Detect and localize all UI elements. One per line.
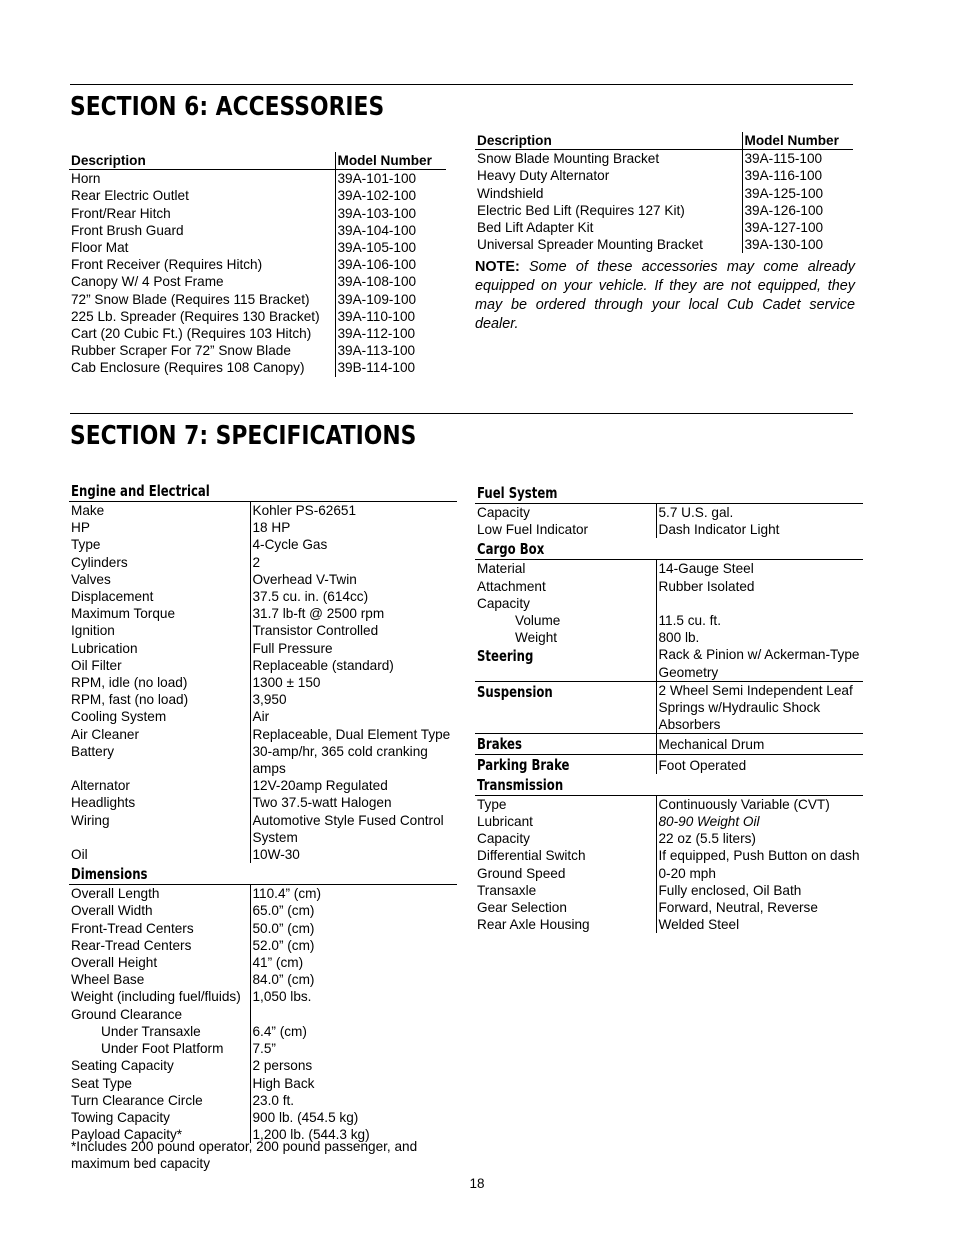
spec-row <box>475 504 863 522</box>
steering-row <box>475 646 863 681</box>
accessory-description: Front Receiver (Requires Hitch) <box>69 256 335 273</box>
accessory-description: Heavy Duty Alternator <box>475 167 742 184</box>
spec-row <box>69 1023 457 1040</box>
spec-value: 65.0” (cm) <box>252 903 315 919</box>
spec-row <box>69 571 457 588</box>
accessories-table-right <box>475 132 853 253</box>
spec-row <box>475 578 863 595</box>
spec-value: 37.5 cu. in. (614cc) <box>252 589 369 605</box>
accessory-row <box>69 170 446 188</box>
spec-label: Turn Clearance Circle <box>69 1092 250 1109</box>
transmission-heading-row <box>475 774 863 796</box>
spec-label: Material <box>475 560 656 578</box>
spec-label: Displacement <box>69 588 250 605</box>
spec-label: Under Transaxle <box>69 1023 250 1040</box>
spec-row <box>69 846 457 863</box>
spec-row <box>475 595 863 612</box>
spec-value: Rubber Isolated <box>658 578 755 594</box>
spec-value: 0-20 mph <box>658 865 716 881</box>
spec-row <box>475 830 863 847</box>
spec-label: Lubricant <box>475 813 656 830</box>
spec-value: Overhead V-Twin <box>252 571 357 587</box>
accessory-model-number: 39A-130-100 <box>744 237 824 253</box>
spec-value: Two 37.5-watt Halogen <box>252 795 392 811</box>
spec-value: If equipped, Push Button on dash <box>658 848 860 864</box>
spec-row <box>475 882 863 899</box>
spec-value: 18 HP <box>252 520 291 536</box>
spec-value: 5.7 U.S. gal. <box>658 505 734 520</box>
spec-label: RPM, idle (no load) <box>69 674 250 691</box>
accessory-row <box>69 256 446 273</box>
spec-label: Oil Filter <box>69 657 250 674</box>
spec-label: Under Foot Platform <box>69 1040 250 1057</box>
spec-label: Wiring <box>69 812 250 846</box>
description-header: Description <box>475 132 742 150</box>
spec-row <box>69 622 457 639</box>
spec-value: 80-90 Weight Oil <box>658 814 760 830</box>
brakes-row <box>475 734 863 754</box>
table-header-row <box>475 132 853 150</box>
accessory-row <box>69 342 446 359</box>
spec-row <box>69 519 457 536</box>
spec-row <box>69 988 457 1005</box>
spec-row <box>475 560 863 578</box>
spec-label: Oil <box>69 846 250 863</box>
accessory-description: Rear Electric Outlet <box>69 187 335 204</box>
spec-label: Alternator <box>69 777 250 794</box>
spec-value: 10W-30 <box>252 847 300 863</box>
accessory-model-number: 39A-101-100 <box>337 171 417 187</box>
accessory-row <box>69 325 446 342</box>
accessory-description: Electric Bed Lift (Requires 127 Kit) <box>475 202 742 219</box>
accessory-model-number: 39A-108-100 <box>337 274 417 290</box>
spec-label: Transaxle <box>475 882 656 899</box>
spec-label: Attachment <box>475 578 656 595</box>
spec-label: Cylinders <box>69 554 250 571</box>
spec-row <box>475 795 863 813</box>
spec-row <box>69 937 457 954</box>
spec-value: Continuously Variable (CVT) <box>658 796 830 812</box>
model-number-header: Model Number <box>742 132 853 150</box>
spec-row <box>69 640 457 657</box>
spec-label: Wheel Base <box>69 971 250 988</box>
spec-row <box>69 794 457 811</box>
spec-row <box>69 657 457 674</box>
accessory-description: Snow Blade Mounting Bracket <box>475 150 742 168</box>
parking-brake-value: Foot Operated <box>658 757 747 773</box>
spec-row <box>69 954 457 971</box>
accessory-description: Front/Rear Hitch <box>69 205 335 222</box>
accessory-row <box>69 308 446 325</box>
suspension-value: 2 Wheel Semi Independent Leaf Springs w/Hydraulic Shock Absorbers <box>656 681 863 734</box>
note-label: NOTE: <box>475 259 520 275</box>
spec-row <box>69 536 457 553</box>
table-header-row <box>69 152 446 170</box>
dimensions-footnote: *Includes 200 pound operator, 200 pound passenger, and maximum bed capacity <box>71 1139 418 1172</box>
spec-label: Volume <box>475 612 656 629</box>
spec-label: Valves <box>69 571 250 588</box>
accessory-row <box>69 239 446 256</box>
spec-row <box>69 1109 457 1126</box>
spec-value: 14-Gauge Steel <box>658 561 754 577</box>
accessory-row <box>69 205 446 222</box>
section7-title: SECTION 7: SPECIFICATIONS <box>70 421 417 451</box>
spec-row <box>69 554 457 571</box>
spec-label: Low Fuel Indicator <box>475 521 656 538</box>
accessory-row <box>475 202 853 219</box>
spec-value: Dash Indicator Light <box>658 522 780 538</box>
spec-label: Gear Selection <box>475 899 656 916</box>
spec-value: 1300 ± 150 <box>252 675 321 691</box>
parking-brake-row <box>475 754 863 774</box>
spec-label: Type <box>69 536 250 553</box>
spec-row <box>69 743 457 777</box>
cargo-heading-row <box>475 538 863 560</box>
accessories-table-left <box>69 152 446 377</box>
accessory-row <box>475 185 853 202</box>
spec-row <box>69 1006 457 1023</box>
spec-value: 2 <box>252 554 261 570</box>
accessory-description: 225 Lb. Spreader (Requires 130 Bracket) <box>69 308 335 325</box>
spec-label: Towing Capacity <box>69 1109 250 1126</box>
spec-label: Capacity <box>475 595 656 612</box>
brakes-heading: Brakes <box>477 735 522 754</box>
spec-value: 4-Cycle Gas <box>252 537 328 553</box>
spec-row <box>69 691 457 708</box>
spec-row <box>475 847 863 864</box>
spec-value: 52.0” (cm) <box>252 937 315 953</box>
fuel-heading-row <box>475 482 863 504</box>
spec-row <box>475 865 863 882</box>
spec-label: Cooling System <box>69 708 250 725</box>
spec-value: Full Pressure <box>252 640 333 656</box>
spec-label: Type <box>475 795 656 813</box>
spec-value: 41” (cm) <box>252 955 304 971</box>
steering-value: Rack & Pinion w/ Ackerman-Type Geometry <box>656 646 863 681</box>
brakes-value: Mechanical Drum <box>656 734 863 754</box>
accessory-description: Windshield <box>475 185 742 202</box>
page-number: 18 <box>469 1176 485 1191</box>
spec-row <box>475 612 863 629</box>
spec-value: Replaceable (standard) <box>252 657 394 673</box>
spec-label: Ground Clearance <box>69 1006 250 1023</box>
accessory-model-number: 39A-116-100 <box>744 168 823 184</box>
spec-row <box>69 502 457 520</box>
accessory-model-number: 39A-113-100 <box>337 343 416 359</box>
spec-value: 3,950 <box>252 692 287 708</box>
accessory-model-number: 39B-114-100 <box>337 360 416 376</box>
spec-label: Ground Speed <box>475 865 656 882</box>
spec-row <box>69 885 457 903</box>
spec-row <box>69 1092 457 1109</box>
spec-label: Front-Tread Centers <box>69 920 250 937</box>
spec-label: Overall Width <box>69 902 250 919</box>
spec-row <box>69 1040 457 1057</box>
spec-value: 23.0 ft. <box>252 1092 295 1108</box>
accessory-model-number: 39A-125-100 <box>744 185 824 201</box>
spec-label: Seating Capacity <box>69 1057 250 1074</box>
spec-value: 2 persons <box>252 1058 313 1074</box>
accessory-model-number: 39A-105-100 <box>337 240 417 256</box>
spec-row <box>69 1075 457 1092</box>
section7-rule <box>70 413 853 414</box>
accessory-row <box>69 187 446 204</box>
accessory-row <box>475 236 853 253</box>
spec-row <box>475 916 863 933</box>
spec-row <box>69 708 457 725</box>
spec-row <box>69 812 457 846</box>
spec-value: 30-amp/hr, 365 cold cranking amps <box>252 743 428 777</box>
vehicle-systems-table <box>475 482 863 933</box>
accessory-model-number: 39A-106-100 <box>337 257 417 273</box>
spec-value: Fully enclosed, Oil Bath <box>658 882 802 898</box>
spec-value: Kohler PS-62651 <box>252 503 357 518</box>
spec-value: 1,200 lb. (544.3 kg) <box>252 1127 370 1143</box>
spec-value: 84.0” (cm) <box>252 972 315 988</box>
transmission-heading: Transmission <box>477 775 564 794</box>
spec-label: Air Cleaner <box>69 726 250 743</box>
accessory-row <box>69 222 446 239</box>
spec-label: Headlights <box>69 794 250 811</box>
spec-value: 22 oz (5.5 liters) <box>658 831 756 847</box>
spec-value: 11.5 cu. ft. <box>658 613 721 629</box>
spec-row <box>69 1057 457 1074</box>
dimensions-heading-row <box>69 863 457 885</box>
spec-value: 6.4” (cm) <box>252 1023 307 1039</box>
spec-label: Overall Height <box>69 954 250 971</box>
spec-value: 12V-20amp Regulated <box>252 778 388 794</box>
spec-value: Welded Steel <box>658 917 740 933</box>
spec-label: Weight <box>475 629 656 646</box>
spec-label: Battery <box>69 743 250 777</box>
accessory-model-number: 39A-112-100 <box>337 326 416 342</box>
steering-heading: Steering <box>477 647 534 666</box>
spec-value: 50.0” (cm) <box>252 920 315 936</box>
accessory-description: Floor Mat <box>69 239 335 256</box>
suspension-row <box>475 681 863 734</box>
accessory-row <box>69 291 446 308</box>
spec-value: Air <box>252 709 270 725</box>
accessories-note <box>475 258 855 334</box>
spec-value: 800 lb. <box>658 630 700 646</box>
spec-row <box>475 521 863 538</box>
accessory-model-number: 39A-127-100 <box>744 220 824 236</box>
spec-label: RPM, fast (no load) <box>69 691 250 708</box>
note-text: Some of these accessories may come already equipped on your vehicle. If they are not equipped, they may be ordered through your local Cub Cadet service dealer. <box>475 259 855 332</box>
spec-row <box>69 920 457 937</box>
parking-brake-heading: Parking Brake <box>477 755 570 774</box>
accessory-model-number: 39A-109-100 <box>337 291 417 307</box>
spec-value: Forward, Neutral, Reverse <box>658 900 818 916</box>
accessory-model-number: 39A-110-100 <box>337 308 416 324</box>
accessory-description: Front Brush Guard <box>69 222 335 239</box>
spec-label: Payload Capacity* <box>69 1126 250 1143</box>
cargo-heading: Cargo Box <box>477 540 545 559</box>
description-header: Description <box>69 152 335 170</box>
spec-label: Rear Axle Housing <box>475 916 656 933</box>
spec-value: 900 lb. (454.5 kg) <box>252 1109 359 1125</box>
accessory-description: Bed Lift Adapter Kit <box>475 219 742 236</box>
accessory-row <box>475 167 853 184</box>
accessory-description: Universal Spreader Mounting Bracket <box>475 236 742 253</box>
spec-row <box>69 588 457 605</box>
section6-title: SECTION 6: ACCESSORIES <box>70 92 385 122</box>
engine-dimensions-table <box>69 480 457 1143</box>
accessory-row <box>475 219 853 236</box>
spec-label: Ignition <box>69 622 250 639</box>
spec-label: Overall Length <box>69 885 250 903</box>
spec-label: Rear-Tread Centers <box>69 937 250 954</box>
spec-row <box>475 813 863 830</box>
spec-row <box>69 674 457 691</box>
spec-value: 1,050 lbs. <box>252 989 312 1005</box>
accessory-description: Cab Enclosure (Requires 108 Canopy) <box>69 359 335 376</box>
spec-value <box>656 595 863 612</box>
accessory-model-number: 39A-126-100 <box>744 202 824 218</box>
spec-value: Replaceable, Dual Element Type <box>252 726 451 742</box>
spec-value: 31.7 lb-ft @ 2500 rpm <box>252 606 385 622</box>
spec-label: Lubrication <box>69 640 250 657</box>
accessory-description: Horn <box>69 170 335 188</box>
accessory-model-number: 39A-115-100 <box>744 151 823 167</box>
accessory-model-number: 39A-104-100 <box>337 222 417 238</box>
spec-row <box>69 605 457 622</box>
spec-label: Capacity <box>475 830 656 847</box>
engine-heading-row <box>69 480 457 502</box>
spec-value: Automotive Style Fused Control System <box>252 812 444 845</box>
model-number-header: Model Number <box>335 152 446 170</box>
spec-value: High Back <box>252 1075 315 1091</box>
spec-row <box>69 902 457 919</box>
accessory-description: Rubber Scraper For 72” Snow Blade <box>69 342 335 359</box>
section6-rule <box>70 84 853 85</box>
accessory-model-number: 39A-103-100 <box>337 205 417 221</box>
spec-label: Capacity <box>475 504 656 522</box>
spec-label: Weight (including fuel/fluids) <box>69 988 250 1005</box>
spec-value <box>250 1006 457 1023</box>
suspension-heading: Suspension <box>477 682 553 701</box>
spec-value: 7.5” <box>252 1041 276 1057</box>
accessory-row <box>475 150 853 168</box>
spec-label: Make <box>69 502 250 520</box>
spec-row <box>69 971 457 988</box>
accessory-row <box>69 273 446 290</box>
dimensions-heading: Dimensions <box>71 865 148 884</box>
spec-row <box>69 726 457 743</box>
engine-heading: Engine and Electrical <box>71 482 210 500</box>
spec-row <box>475 899 863 916</box>
spec-row <box>69 777 457 794</box>
spec-label: HP <box>69 519 250 536</box>
accessory-row <box>69 359 446 376</box>
spec-value: Transistor Controlled <box>252 623 379 639</box>
accessory-model-number: 39A-102-100 <box>337 188 417 204</box>
fuel-heading: Fuel System <box>477 484 558 502</box>
spec-value: 110.4” (cm) <box>252 886 321 902</box>
accessory-description: Canopy W/ 4 Post Frame <box>69 273 335 290</box>
spec-label: Differential Switch <box>475 847 656 864</box>
spec-label: Seat Type <box>69 1075 250 1092</box>
spec-label: Maximum Torque <box>69 605 250 622</box>
spec-row <box>475 629 863 646</box>
accessory-description: Cart (20 Cubic Ft.) (Requires 103 Hitch) <box>69 325 335 342</box>
accessory-description: 72” Snow Blade (Requires 115 Bracket) <box>69 291 335 308</box>
